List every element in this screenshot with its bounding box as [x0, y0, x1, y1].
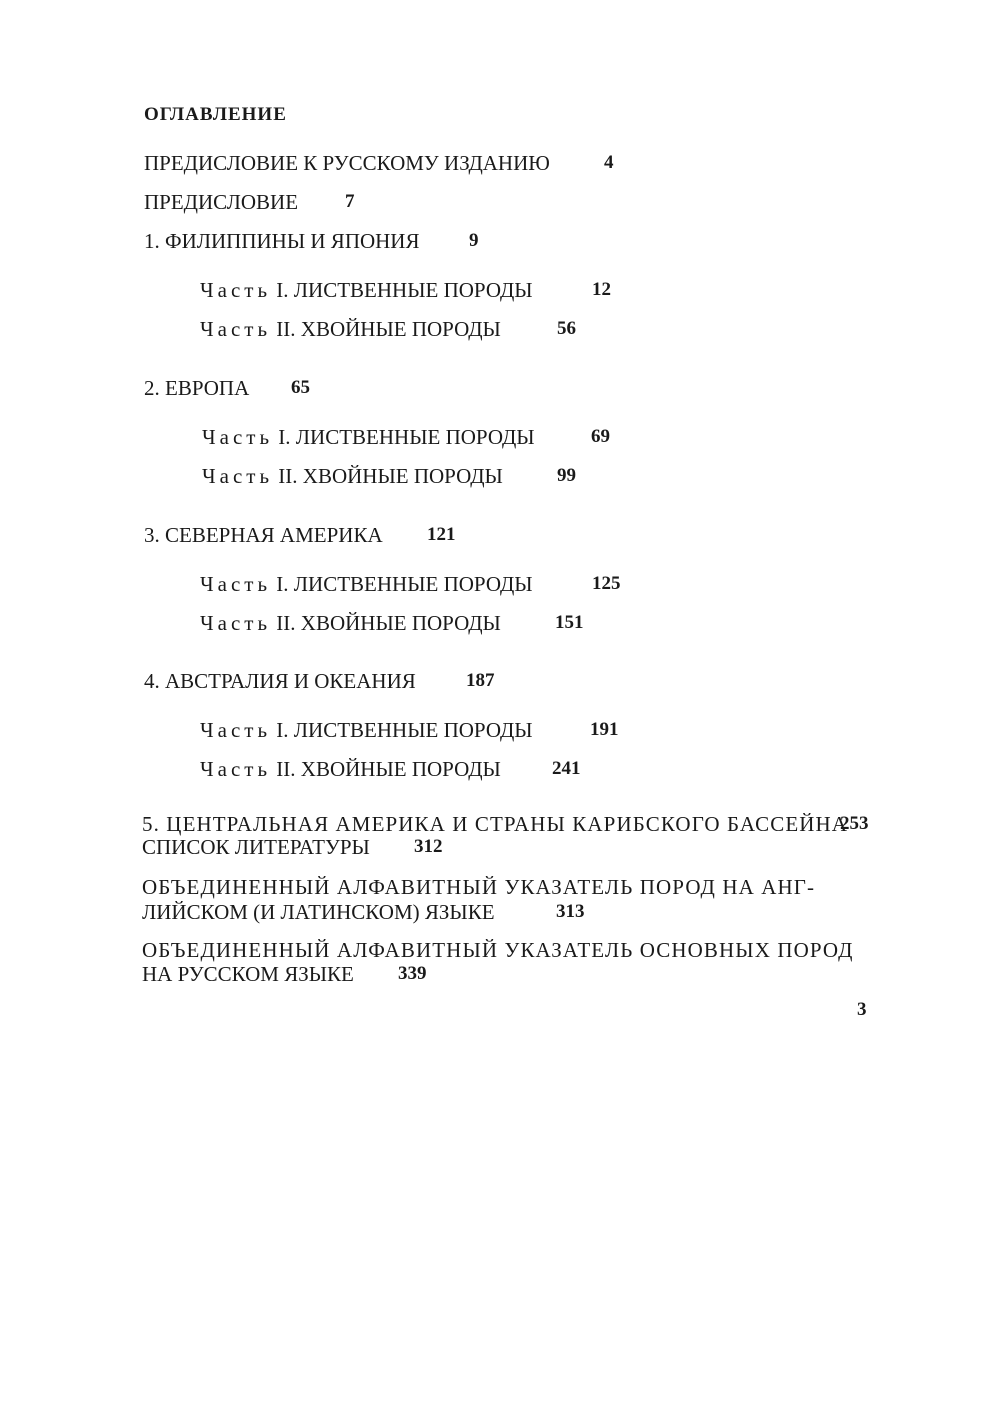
toc-page-part-1-2: 56	[557, 318, 576, 339]
toc-page-part-3-2: 151	[555, 612, 584, 633]
page-title: ОГЛАВЛЕНИЕ	[144, 104, 287, 125]
toc-entry-index-en-line2: ЛИЙСКОМ (И ЛАТИНСКОМ) ЯЗЫКЕ	[142, 900, 495, 924]
toc-entry-bibliography: СПИСОК ЛИТЕРАТУРЫ	[142, 835, 370, 859]
toc-page-chapter-3: 121	[427, 524, 456, 545]
part-label: I. ЛИСТВЕННЫЕ ПОРОДЫ	[276, 572, 533, 596]
toc-part-1-2	[200, 316, 501, 342]
toc-page-preface-ru: 4	[604, 152, 614, 173]
toc-part-1-1	[200, 277, 533, 303]
part-prefix: Часть	[200, 718, 272, 742]
toc-page-chapter-1: 9	[469, 230, 479, 251]
page-number: 3	[857, 999, 867, 1020]
toc-part-2-2	[202, 463, 503, 489]
toc-page-part-4-1: 191	[590, 719, 619, 740]
part-label: I. ЛИСТВЕННЫЕ ПОРОДЫ	[278, 425, 535, 449]
toc-part-4-2	[200, 756, 501, 782]
part-prefix: Часть	[200, 278, 272, 302]
part-prefix: Часть	[202, 464, 274, 488]
part-prefix: Часть	[200, 611, 272, 635]
part-label: II. ХВОЙНЫЕ ПОРОДЫ	[276, 317, 501, 341]
part-label: II. ХВОЙНЫЕ ПОРОДЫ	[276, 757, 501, 781]
toc-page-part-3-1: 125	[592, 573, 621, 594]
toc-entry-index-ru-line2: НА РУССКОМ ЯЗЫКЕ	[142, 962, 354, 986]
toc-entry-chapter-5: 5. ЦЕНТРАЛЬНАЯ АМЕРИКА И СТРАНЫ КАРИБСКОГО БАССЕЙНА	[142, 812, 849, 836]
toc-entry-preface-ru: ПРЕДИСЛОВИЕ К РУССКОМУ ИЗДАНИЮ	[144, 151, 550, 175]
part-label: I. ЛИСТВЕННЫЕ ПОРОДЫ	[276, 718, 533, 742]
toc-part-2-1	[202, 424, 535, 450]
toc-page-part-4-2: 241	[552, 758, 581, 779]
toc-page-part-1-1: 12	[592, 279, 611, 300]
toc-part-3-1	[200, 571, 533, 597]
toc-entry-index-en-line1: ОБЪЕДИНЕННЫЙ АЛФАВИТНЫЙ УКАЗАТЕЛЬ ПОРОД НА АНГ-	[142, 875, 816, 899]
toc-entry-index-ru-line1: ОБЪЕДИНЕННЫЙ АЛФАВИТНЫЙ УКАЗАТЕЛЬ ОСНОВНЫХ ПОРОД	[142, 938, 854, 962]
toc-page-part-2-2: 99	[557, 465, 576, 486]
part-prefix: Часть	[200, 757, 272, 781]
toc-part-3-2	[200, 610, 501, 636]
toc-entry-chapter-1: 1. ФИЛИППИНЫ И ЯПОНИЯ	[144, 229, 420, 253]
part-prefix: Часть	[202, 425, 274, 449]
toc-entry-chapter-2: 2. ЕВРОПА	[144, 376, 250, 400]
toc-page-chapter-2: 65	[291, 377, 310, 398]
toc-page-index-en: 313	[556, 901, 585, 922]
toc-page-part-2-1: 69	[591, 426, 610, 447]
part-prefix: Часть	[200, 572, 272, 596]
toc-page-chapter-5: 253	[840, 813, 869, 834]
part-prefix: Часть	[200, 317, 272, 341]
toc-page-index-ru: 339	[398, 963, 427, 984]
part-label: I. ЛИСТВЕННЫЕ ПОРОДЫ	[276, 278, 533, 302]
toc-entry-chapter-4: 4. АВСТРАЛИЯ И ОКЕАНИЯ	[144, 669, 416, 693]
part-label: II. ХВОЙНЫЕ ПОРОДЫ	[278, 464, 503, 488]
toc-page-chapter-4: 187	[466, 670, 495, 691]
toc-page-preface: 7	[345, 191, 355, 212]
part-label: II. ХВОЙНЫЕ ПОРОДЫ	[276, 611, 501, 635]
toc-page-bibliography: 312	[414, 836, 443, 857]
toc-part-4-1	[200, 717, 533, 743]
toc-entry-chapter-3: 3. СЕВЕРНАЯ АМЕРИКА	[144, 523, 383, 547]
toc-entry-preface: ПРЕДИСЛОВИЕ	[144, 190, 299, 214]
